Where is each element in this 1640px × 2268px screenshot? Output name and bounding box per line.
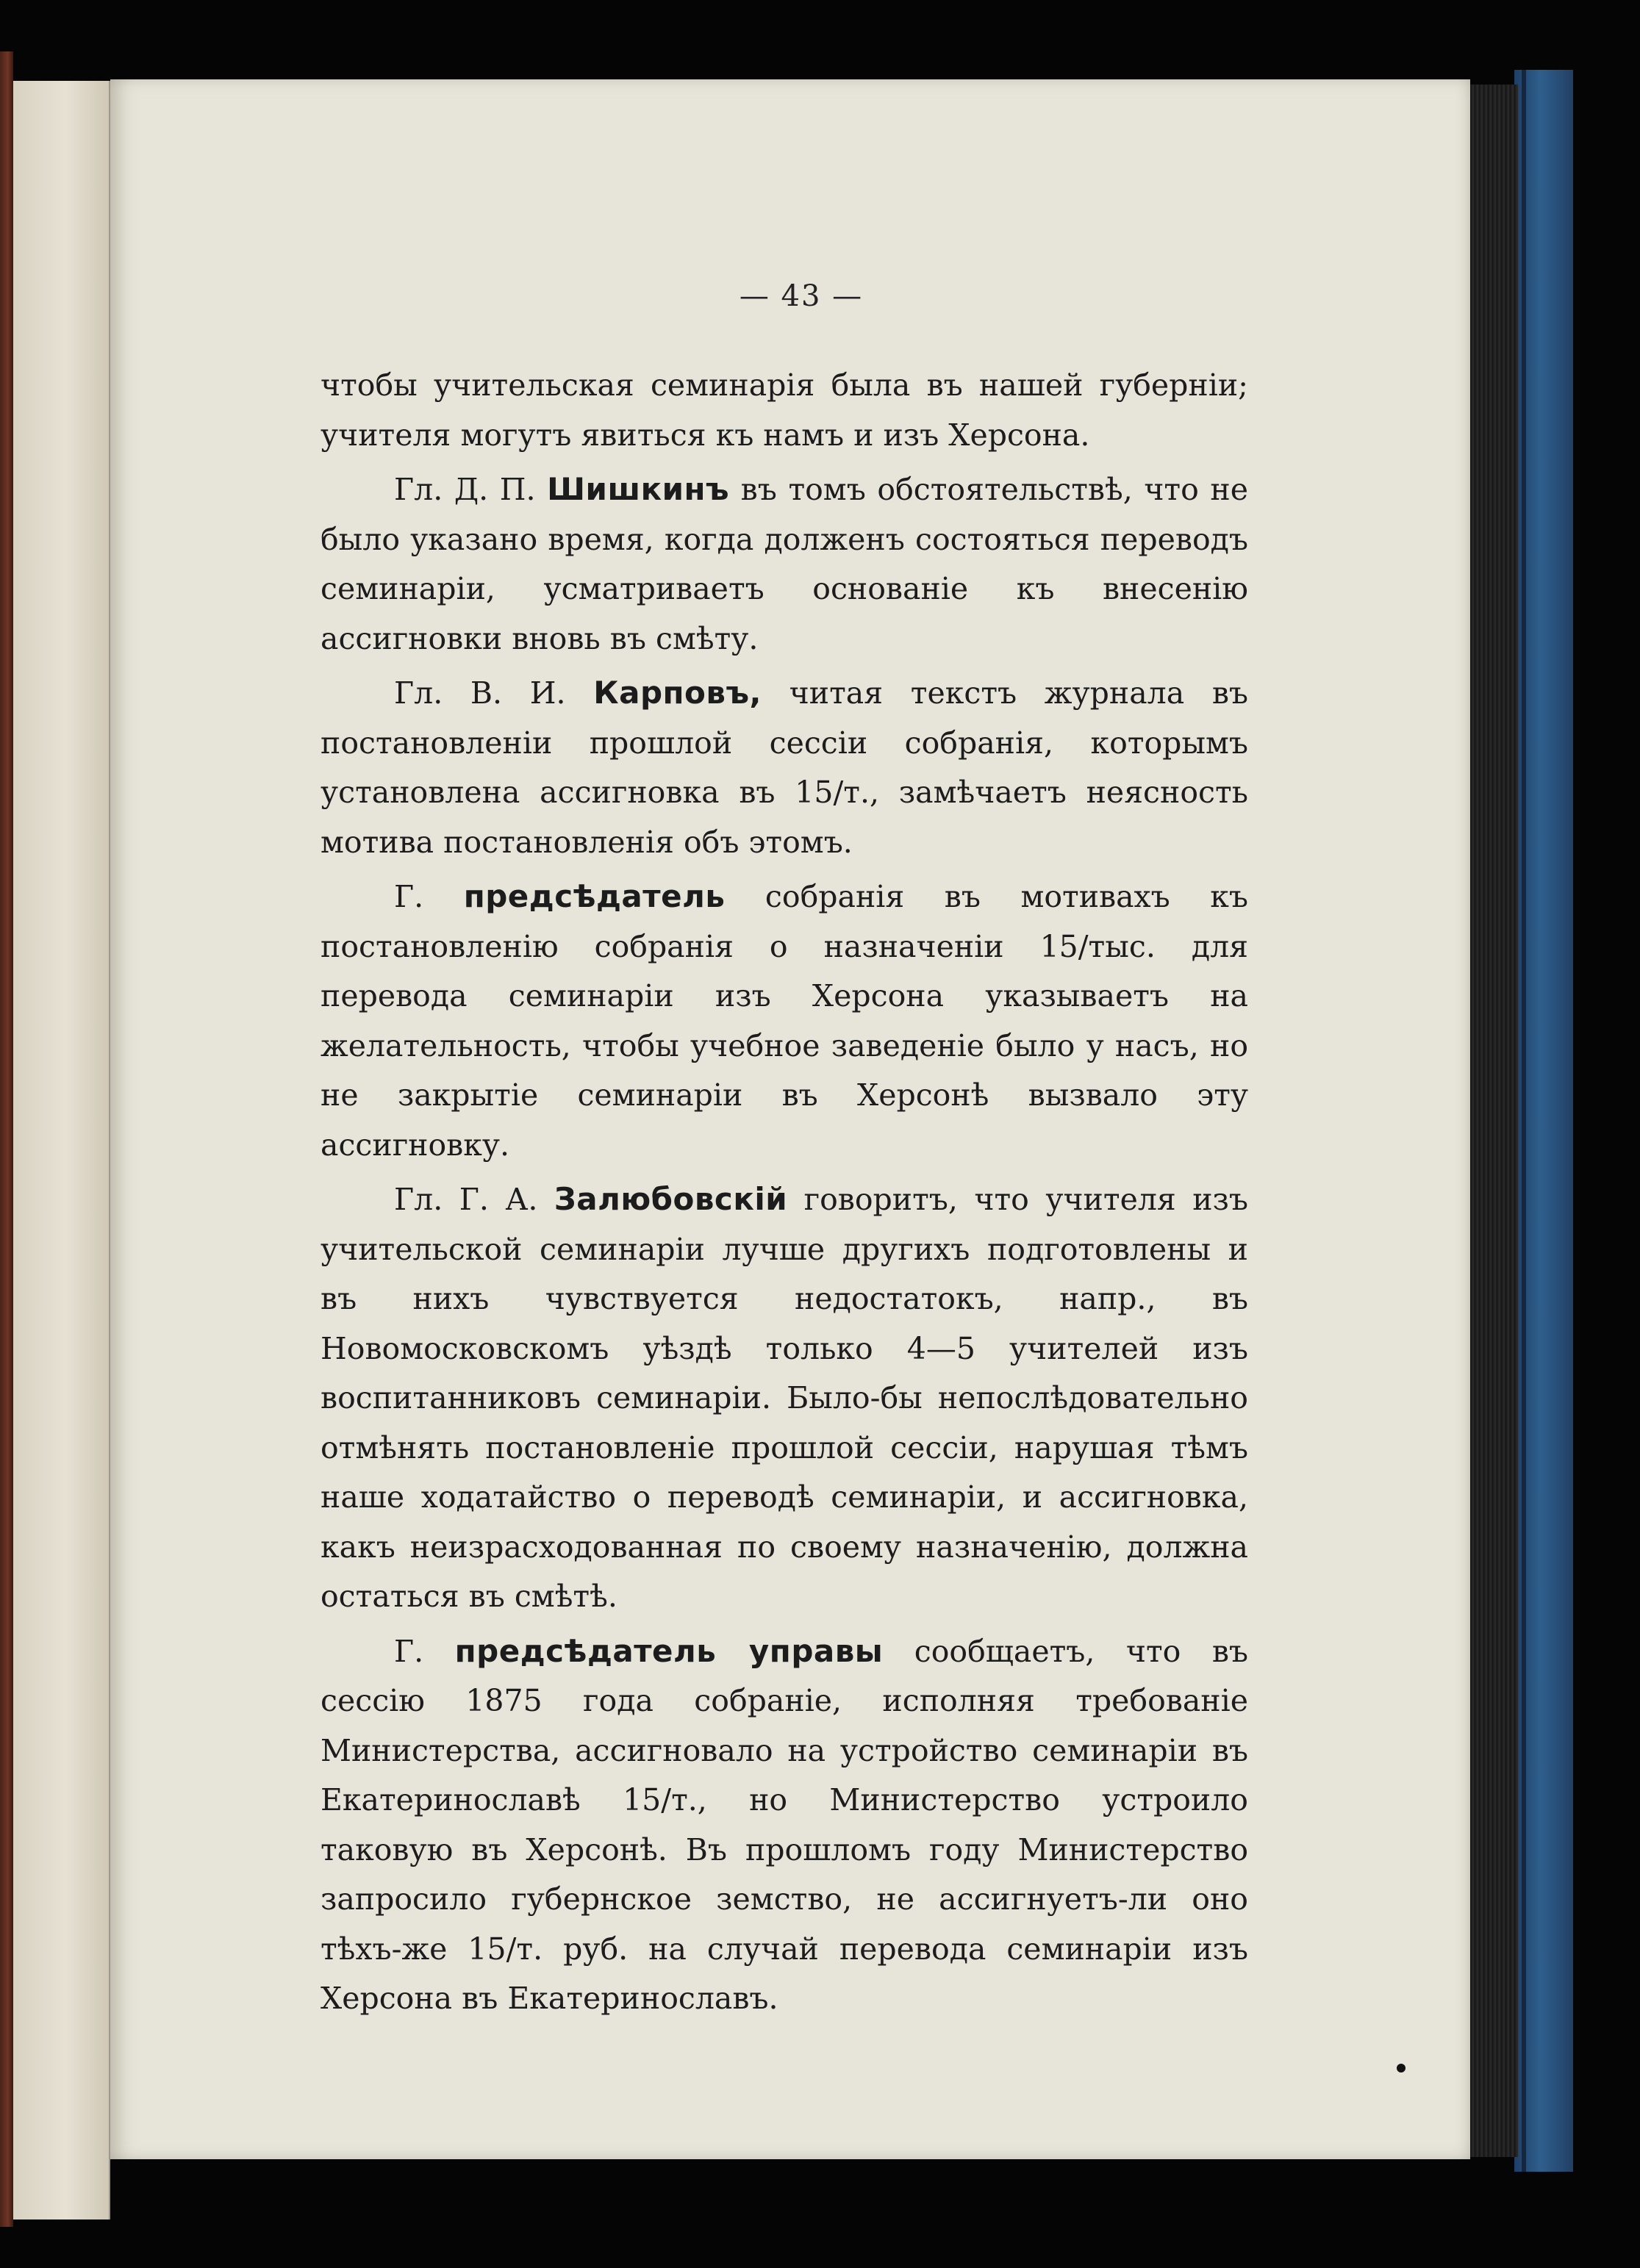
paragraph-4 [321,872,1248,1170]
paragraph-1 [321,360,1248,460]
paragraph-5-lead: Гл. Г. А. [394,1182,554,1217]
paragraph-5-body: говоритъ, что учителя изъ учительской семинаріи лучше другихъ подготовлены и въ нихъ чувствуется недостатокъ, напр., въ Новомосковскомъ уѣздѣ только 4—5 учителей изъ воспитанниковъ семинаріи. Было-бы непослѣдовательно отмѣнять постановленіе прошлой сессіи, нарушая тѣмъ наше ходатайство о переводѣ семинаріи, и ассигновка, какъ неизрасходованная по своему назначенію, должна остаться въ смѣтѣ. [321,1182,1248,1614]
facing-page-edge [13,81,110,2219]
paragraph-6-body: сообщаетъ, что въ сессію 1875 года собраніе, исполняя требованіе Министерства, ассигновало на устройство семинаріи въ Екатеринославѣ 15/т., но Министерство устроило таковую въ Херсонѣ. Въ прошломъ году Министерство запросило губернское земство, не ассигнуетъ-ли оно тѣхъ-же 15/т. руб. на случай перевода семинаріи изъ Херсона въ Екатеринославъ. [321,1633,1248,2016]
paragraph-5 [321,1174,1248,1622]
paragraph-6 [321,1626,1248,2024]
paragraph-4-speaker: предсѣдатель [463,878,726,914]
paragraph-6-speaker: предсѣдатель управы [454,1632,884,1669]
paragraph-3-speaker: Карповъ, [593,675,762,711]
paragraph-3-body: читая текстъ журнала въ постановленіи прошлой сессіи собранія, которымъ установлена ассигновка въ 15/т., замѣчаетъ неясность мотива постановленія объ этомъ. [321,675,1248,860]
page-text [321,360,1248,2024]
book-binding-left [0,51,13,2227]
paragraph-2-lead: Гл. Д. П. [394,472,548,507]
paragraph-1-body: чтобы учительская семинарія была въ нашей губерніи; учителя могутъ явиться къ намъ и изъ Херсона. [321,367,1248,453]
paragraph-2 [321,464,1248,664]
paragraph-6-lead: Г. [394,1633,455,1669]
paragraph-4-lead: Г. [394,879,464,914]
paragraph-2-speaker: Шишкинъ [547,471,730,507]
page-stack-edge [1467,85,1518,2157]
paragraph-5-speaker: Залюбовскій [554,1181,788,1217]
paragraph-4-body: собранія въ мотивахъ къ постановленію собранія о назначеніи 15/тыс. для перевода семинаріи изъ Херсона указываетъ на желательность, чтобы учебное заведеніе было у насъ, но не закрытіе семинаріи въ Херсонѣ вызвало эту ассигновку. [321,879,1248,1163]
paragraph-3 [321,668,1248,867]
ink-dot-mark [1397,2064,1406,2073]
page-number: — 43 — [739,279,864,313]
paragraph-3-lead: Гл. В. И. [394,675,594,711]
book-cover-right [1514,70,1573,2172]
paragraph-2-body: въ томъ обстоятельствѣ, что не было указано время, когда долженъ состояться переводъ семинаріи, усматриваетъ основаніе къ внесенію ассигновки вновь въ смѣту. [321,472,1248,656]
